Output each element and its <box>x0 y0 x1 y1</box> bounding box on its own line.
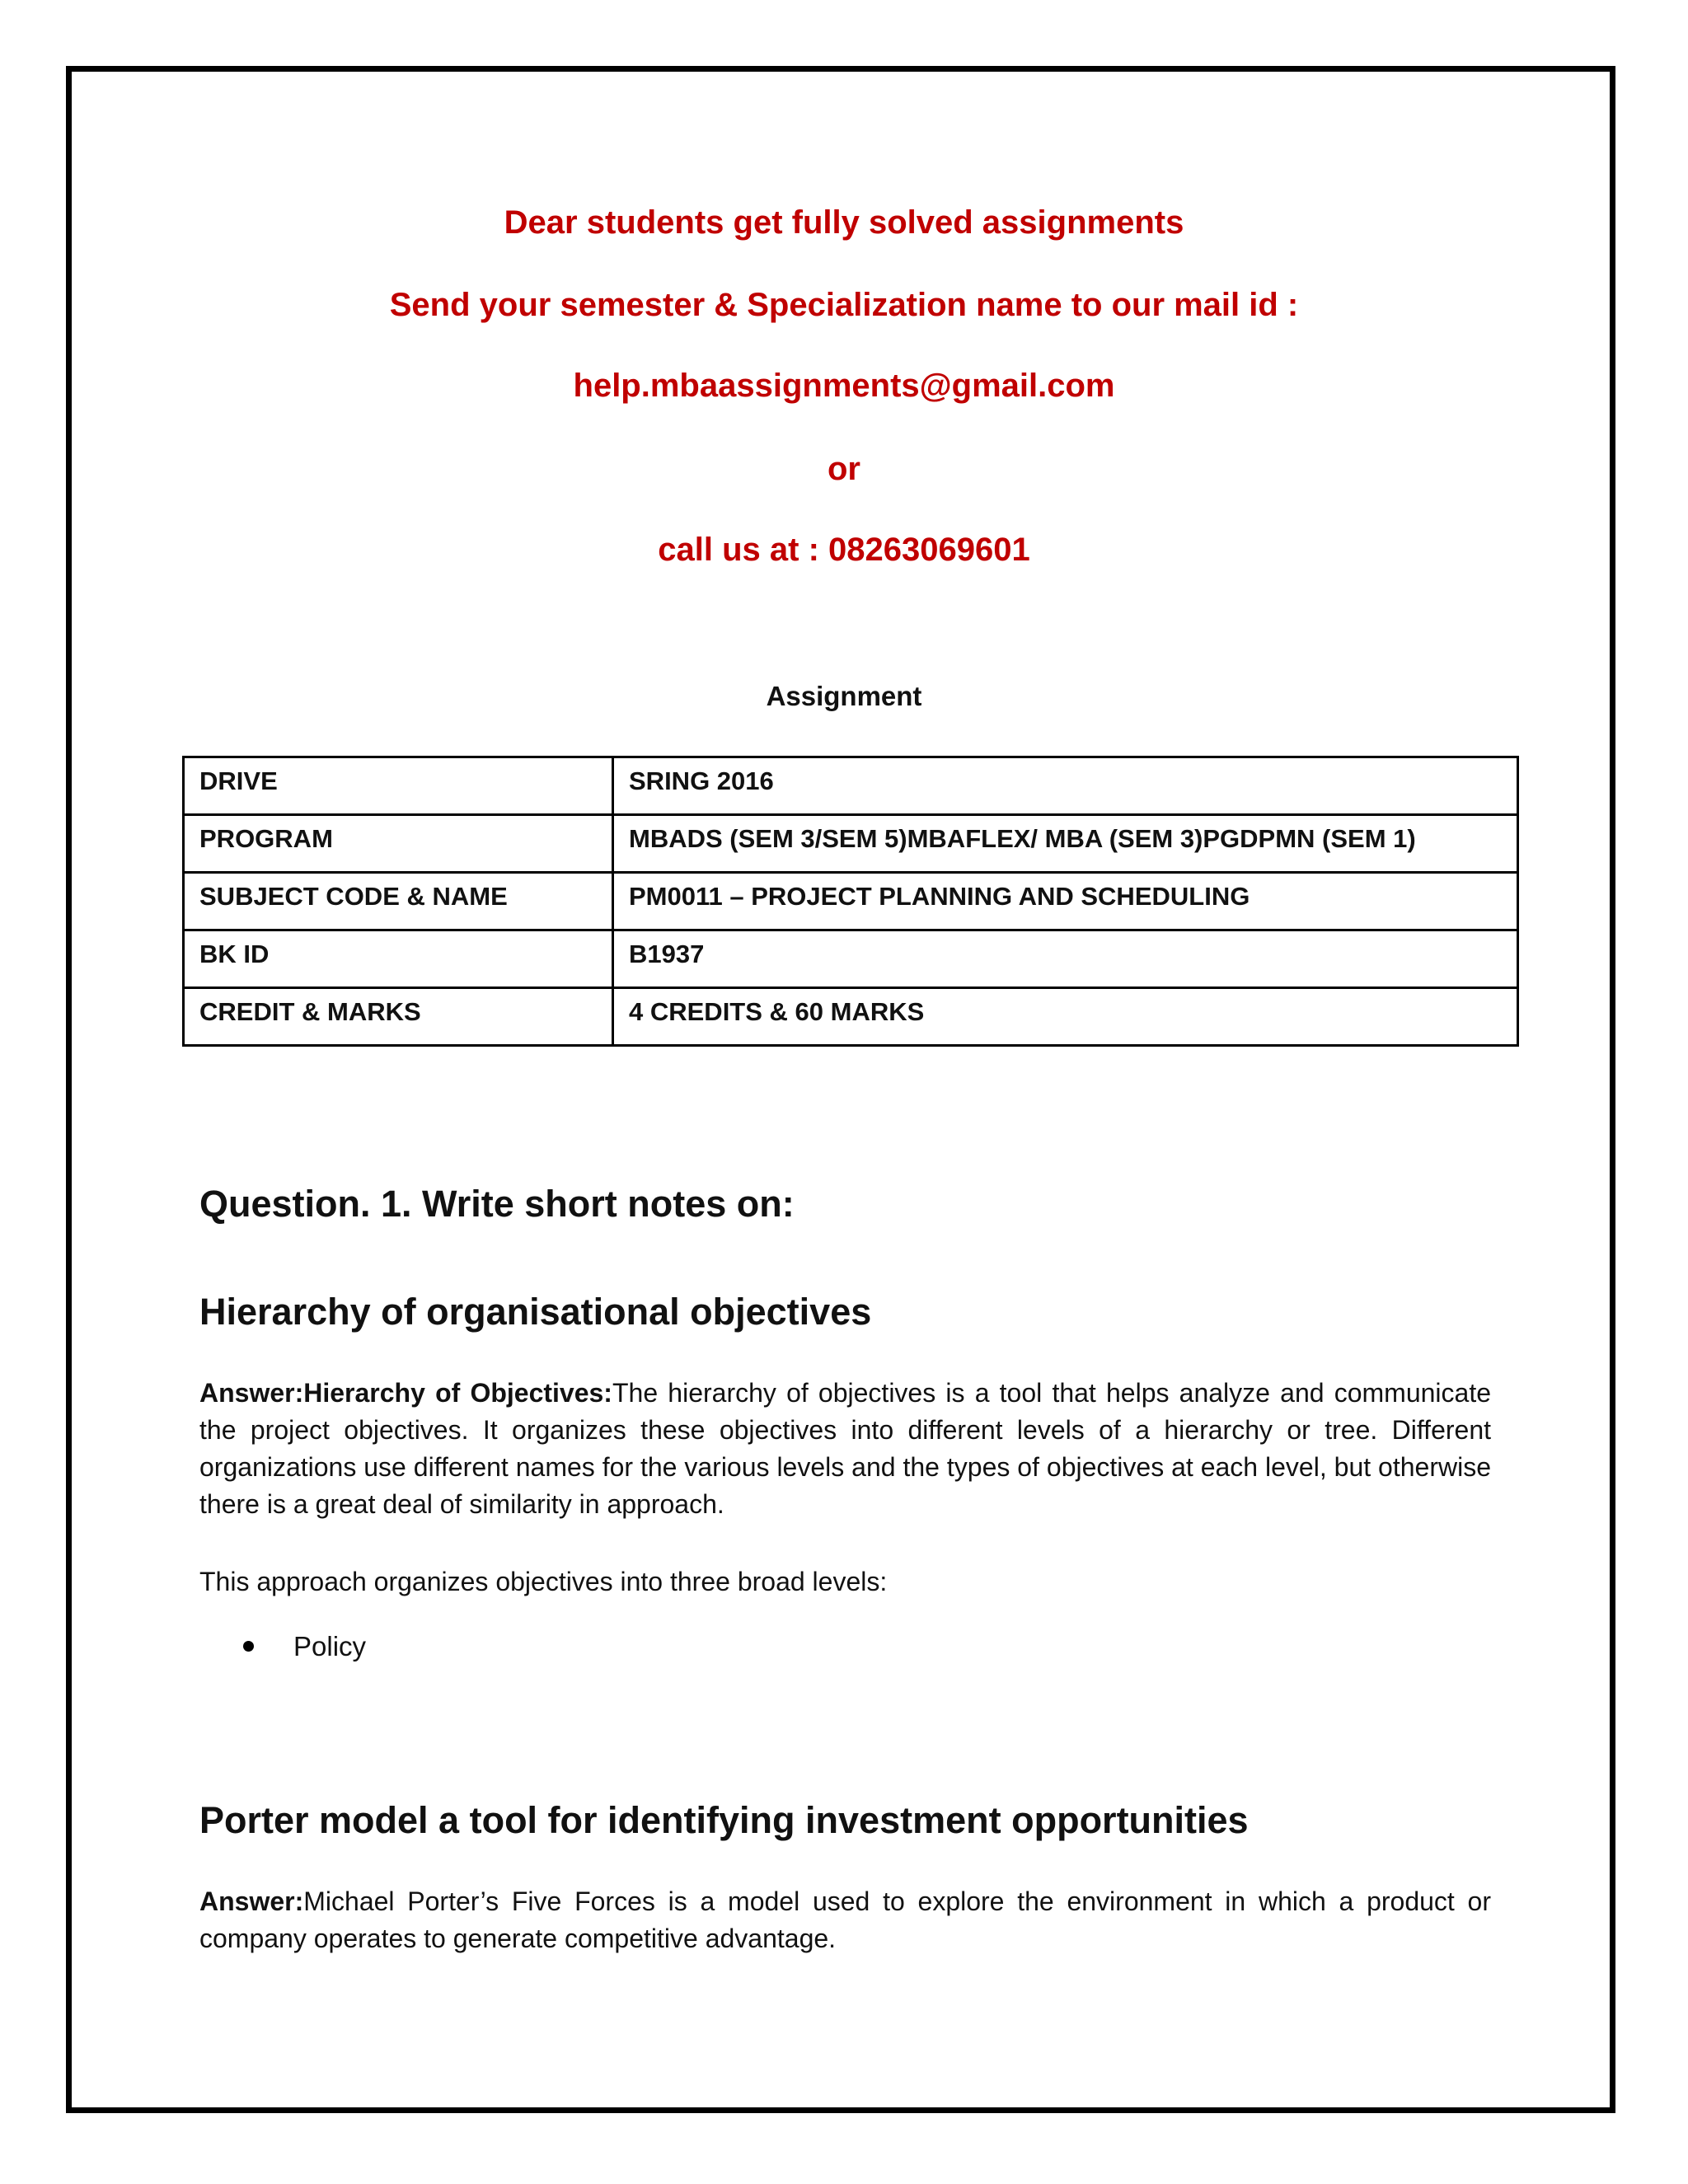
answer-hierarchy <box>199 1375 1491 1523</box>
row-value: 4 CREDITS & 60 MARKS <box>613 988 1518 1046</box>
section-heading-hierarchy: Hierarchy of organisational objectives <box>199 1291 872 1333</box>
promo-or: or <box>828 451 860 487</box>
question-title: Question. 1. Write short notes on: <box>199 1183 795 1225</box>
answer-subject: Hierarchy of Objectives: <box>303 1378 612 1408</box>
list-item-text: Policy <box>293 1631 367 1661</box>
promo-call: call us at : 08263069601 <box>658 532 1030 568</box>
assignment-title: Assignment <box>766 681 922 711</box>
answer-label: Answer: <box>199 1378 304 1408</box>
table-row <box>184 930 1518 988</box>
promo-email: help.mbaassignments@gmail.com <box>573 368 1115 404</box>
bullet-icon <box>243 1641 254 1652</box>
row-label: SUBJECT CODE & NAME <box>184 873 613 930</box>
row-label: CREDIT & MARKS <box>184 988 613 1046</box>
answer-text: Michael Porter’s Five Forces is a model used to explore the environment in which a product or company operates to generate competitive advantage. <box>199 1886 1491 1953</box>
table-row <box>184 988 1518 1046</box>
assignment-info-table <box>182 756 1519 1047</box>
row-label: BK ID <box>184 930 613 988</box>
levels-intro: This approach organizes objectives into three broad levels: <box>199 1567 888 1596</box>
table-row <box>184 815 1518 873</box>
row-value: B1937 <box>613 930 1518 988</box>
answer-label: Answer: <box>199 1886 304 1916</box>
promo-line-1: Dear students get fully solved assignments <box>504 204 1184 241</box>
table-row <box>184 873 1518 930</box>
row-label: DRIVE <box>184 757 613 815</box>
row-label: PROGRAM <box>184 815 613 873</box>
answer-text: The hierarchy of objectives is a tool that helps analyze and communicate the project objectives. It organizes these objectives into different levels of a hierarchy or tree. Different organizations use different names for the various levels and the types of objectives at each level, but otherwise there is a great deal of similarity in approach. <box>199 1378 1492 1519</box>
row-value: PM0011 – PROJECT PLANNING AND SCHEDULING <box>613 873 1518 930</box>
answer-porter <box>199 1883 1491 1957</box>
promo-line-2: Send your semester & Specialization name to our mail id : <box>389 287 1299 323</box>
row-value: MBADS (SEM 3/SEM 5)MBAFLEX/ MBA (SEM 3)PGDPMN (SEM 1) <box>613 815 1518 873</box>
row-value: SRING 2016 <box>613 757 1518 815</box>
table-row <box>184 757 1518 815</box>
section-heading-porter: Porter model a tool for identifying investment opportunities <box>199 1799 1249 1841</box>
list-item <box>243 1629 366 1665</box>
